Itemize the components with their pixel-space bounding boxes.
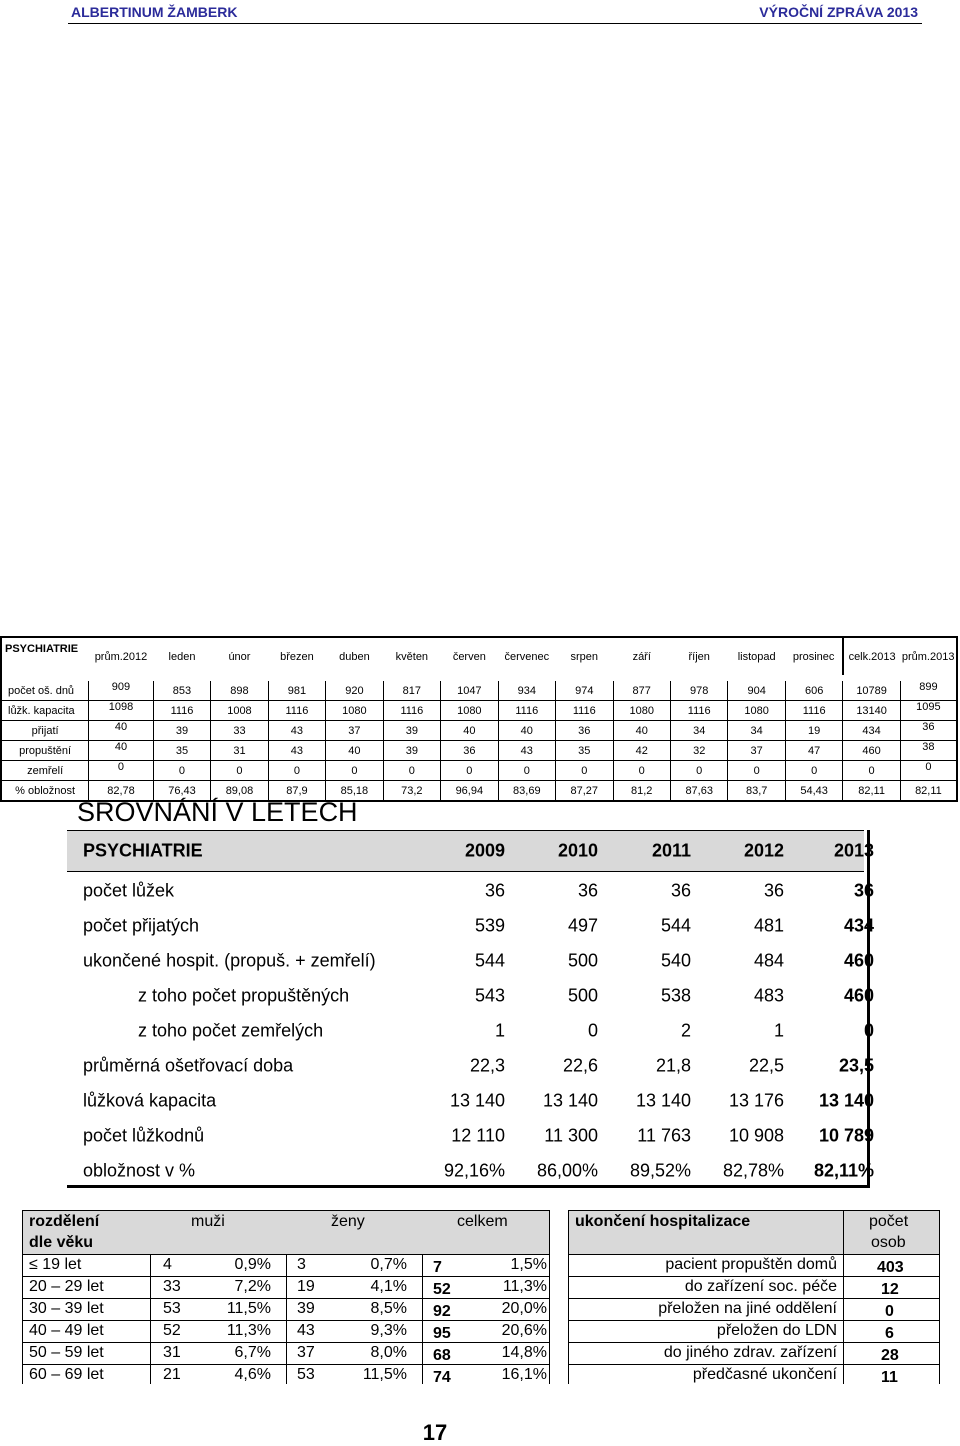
age-range: ≤ 19 let <box>29 1256 82 1273</box>
comparison-value: 22,5 <box>748 1055 784 1075</box>
column-divider <box>150 1254 151 1384</box>
discharge-header-count-2: osob <box>871 1234 906 1251</box>
year-header: 2009 <box>464 840 505 861</box>
comparison-value: 483 <box>753 985 784 1005</box>
women-count: 3 <box>297 1256 306 1273</box>
comparison-value: 500 <box>567 985 598 1005</box>
comparison-value: 10 789 <box>818 1125 874 1145</box>
cell: 89,08 <box>211 781 268 802</box>
cell: 0 <box>785 761 842 781</box>
cell: 47 <box>785 741 842 761</box>
column-divider <box>843 1210 844 1384</box>
total-percent: 20,6% <box>501 1322 547 1339</box>
comparison-value: 0 <box>863 1020 874 1040</box>
cell: 36 <box>441 741 498 761</box>
cell: 0 <box>383 761 440 781</box>
discharge-count: 11 <box>881 1369 898 1386</box>
men-percent: 7,2% <box>234 1278 271 1295</box>
age-range: 50 – 59 let <box>29 1344 104 1361</box>
table-row <box>569 1255 939 1277</box>
comparison-value: 36 <box>853 880 874 900</box>
cell: 34 <box>670 721 727 741</box>
cell: 1116 <box>498 701 555 721</box>
cell: 0 <box>843 761 900 781</box>
row-label: lůžk. kapacita <box>1 701 89 721</box>
cell: 96,94 <box>441 781 498 802</box>
cell: 37 <box>728 741 785 761</box>
cell: 0 <box>900 761 957 781</box>
age-range: 60 – 69 let <box>29 1366 104 1383</box>
comparison-value: 543 <box>474 985 505 1005</box>
discharge-label: do zařízení soc. péče <box>684 1278 837 1295</box>
comparison-value: 538 <box>660 985 691 1005</box>
cell: 978 <box>670 681 727 701</box>
comparison-label: z toho počet zemřelých <box>138 1020 324 1040</box>
cell: 39 <box>153 721 210 741</box>
col-header: říjen <box>670 637 727 675</box>
comparison-row <box>67 978 874 1013</box>
men-count: 33 <box>163 1278 181 1295</box>
comparison-value: 544 <box>474 950 505 970</box>
cell: 904 <box>728 681 785 701</box>
comparison-row <box>67 1013 874 1048</box>
comparison-label: lůžková kapacita <box>83 1090 217 1110</box>
col-header: duben <box>326 637 383 675</box>
comparison-value: 460 <box>843 950 874 970</box>
cell: 460 <box>843 741 900 761</box>
cell: 43 <box>498 741 555 761</box>
comparison-row <box>67 943 874 978</box>
cell: 0 <box>441 761 498 781</box>
col-header: únor <box>211 637 268 675</box>
cell: 974 <box>556 681 613 701</box>
cell: 33 <box>211 721 268 741</box>
comparison-value: 82,11% <box>813 1160 874 1180</box>
cell: 39 <box>383 741 440 761</box>
comparison-value: 13 140 <box>818 1090 874 1110</box>
cell: 1116 <box>383 701 440 721</box>
women-count: 19 <box>297 1278 315 1295</box>
cell: 76,43 <box>153 781 210 802</box>
cell: 39 <box>383 721 440 741</box>
women-percent: 9,3% <box>370 1322 407 1339</box>
cell: 82,11 <box>900 781 957 802</box>
men-count: 21 <box>163 1366 181 1383</box>
women-count: 39 <box>297 1300 315 1317</box>
page-header <box>0 0 960 26</box>
comparison-header-label: PSYCHIATRIE <box>83 840 203 861</box>
comparison-value: 460 <box>843 985 874 1005</box>
cell: 34 <box>728 721 785 741</box>
monthly-header-row <box>1 637 957 675</box>
comparison-label: počet lůžek <box>83 880 175 900</box>
cell: 606 <box>785 681 842 701</box>
header-right: VÝROČNÍ ZPRÁVA 2013 <box>759 4 918 20</box>
col-header: leden <box>153 637 210 675</box>
comparison-value: 10 908 <box>728 1125 784 1145</box>
comparison-value: 36 <box>484 880 505 900</box>
cell: 32 <box>670 741 727 761</box>
cell: 0 <box>326 761 383 781</box>
cell: 1080 <box>613 701 670 721</box>
women-percent: 11,5% <box>362 1366 407 1383</box>
year-header: 2013 <box>833 840 874 861</box>
comparison-value: 89,52% <box>629 1160 691 1180</box>
cell: 981 <box>268 681 325 701</box>
men-count: 52 <box>163 1322 181 1339</box>
comparison-value: 13 140 <box>449 1090 505 1110</box>
comparison-value: 92,16% <box>443 1160 505 1180</box>
comparison-label: z toho počet propuštěných <box>138 985 350 1005</box>
col-header: červen <box>441 637 498 675</box>
discharge-count: 12 <box>881 1281 899 1298</box>
comparison-value: 434 <box>843 915 874 935</box>
comparison-value: 13 176 <box>728 1090 784 1110</box>
age-range: 40 – 49 let <box>29 1322 104 1339</box>
cell: 40 <box>326 741 383 761</box>
cell: 0 <box>268 761 325 781</box>
year-header: 2010 <box>557 840 598 861</box>
table-row <box>569 1277 939 1299</box>
cell: 1047 <box>441 681 498 701</box>
discharge-header-label: ukončení hospitalizace <box>575 1213 751 1230</box>
total-count: 7 <box>433 1259 442 1276</box>
age-header-women: ženy <box>331 1213 365 1230</box>
column-divider <box>422 1254 423 1384</box>
cell: 920 <box>326 681 383 701</box>
comparison-value: 82,78% <box>722 1160 784 1180</box>
women-percent: 8,0% <box>370 1344 407 1361</box>
cell: 40 <box>613 721 670 741</box>
cell: 934 <box>498 681 555 701</box>
cell: 82,11 <box>843 781 900 802</box>
comparison-value: 11 300 <box>544 1125 598 1145</box>
comparison-value: 481 <box>753 915 784 935</box>
comparison-row <box>67 908 874 943</box>
cell: 1116 <box>785 701 842 721</box>
comparison-row <box>67 1048 874 1083</box>
comparison-table <box>67 830 874 1188</box>
cell: 0 <box>211 761 268 781</box>
age-header-total: celkem <box>457 1213 508 1230</box>
comparison-value: 484 <box>753 950 784 970</box>
cell: 87,27 <box>556 781 613 802</box>
cell: 1008 <box>211 701 268 721</box>
cell: 19 <box>785 721 842 741</box>
cell: 31 <box>211 741 268 761</box>
women-count: 37 <box>297 1344 315 1361</box>
cell: 43 <box>268 741 325 761</box>
discharge-count: 403 <box>877 1259 904 1276</box>
comparison-value: 12 110 <box>451 1125 505 1145</box>
cell: 1080 <box>326 701 383 721</box>
discharge-count: 6 <box>885 1325 894 1342</box>
comparison-value: 22,3 <box>469 1055 505 1075</box>
discharge-label: přeložen do LDN <box>716 1322 837 1339</box>
table-row <box>1 741 957 761</box>
discharge-table-header <box>569 1210 939 1255</box>
women-percent: 4,1% <box>370 1278 407 1295</box>
comparison-value: 500 <box>567 950 598 970</box>
women-count: 43 <box>297 1322 315 1339</box>
col-header: listopad <box>728 637 785 675</box>
cell: 35 <box>153 741 210 761</box>
women-percent: 8,5% <box>370 1300 407 1317</box>
cell: 40 <box>498 721 555 741</box>
table-row <box>569 1321 939 1343</box>
cell: 877 <box>613 681 670 701</box>
cell: 42 <box>613 741 670 761</box>
cell: 13140 <box>843 701 900 721</box>
col-header: prosinec <box>785 637 842 675</box>
comparison-title: SROVNÁNÍ V LETECH <box>77 797 358 827</box>
table-row <box>1 761 957 781</box>
table-row <box>569 1343 939 1365</box>
men-percent: 6,7% <box>234 1344 271 1361</box>
cell: 0 <box>153 761 210 781</box>
table-row <box>569 1299 939 1321</box>
cell: 83,7 <box>728 781 785 802</box>
table-row <box>1 701 957 721</box>
cell: 43 <box>268 721 325 741</box>
cell: 899 <box>900 681 957 701</box>
age-header-men: muži <box>191 1213 225 1230</box>
comparison-value: 11 763 <box>637 1125 691 1145</box>
comparison-value: 36 <box>670 880 691 900</box>
table-row <box>1 721 957 741</box>
discharge-count: 28 <box>881 1347 899 1364</box>
total-count: 95 <box>433 1325 451 1342</box>
comparison-header <box>67 830 874 872</box>
col-header: prům.2012 <box>89 637 154 675</box>
comparison-value: 2 <box>680 1020 691 1040</box>
men-count: 53 <box>163 1300 181 1317</box>
table-row <box>1 681 957 701</box>
row-label: % obložnost <box>1 781 89 802</box>
column-divider <box>286 1254 287 1384</box>
row-label: propuštění <box>1 741 89 761</box>
total-percent: 20,0% <box>501 1300 547 1317</box>
row-label: počet oš. dnů <box>1 681 89 701</box>
cell: 40 <box>89 721 154 741</box>
header-left: ALBERTINUM ŽAMBERK <box>71 4 238 20</box>
comparison-value: 22,6 <box>562 1055 598 1075</box>
age-header-label-2: dle věku <box>29 1234 94 1251</box>
cell: 81,2 <box>613 781 670 802</box>
cell: 1080 <box>728 701 785 721</box>
col-header: květen <box>383 637 440 675</box>
discharge-count: 0 <box>885 1303 894 1320</box>
cell: 54,43 <box>785 781 842 802</box>
comparison-value: 1 <box>494 1020 505 1040</box>
total-percent: 1,5% <box>510 1256 547 1273</box>
discharge-header-count-1: počet <box>869 1213 909 1230</box>
comparison-label: ukončené hospit. (propuš. + zemřelí) <box>83 950 376 970</box>
women-percent: 0,7% <box>370 1256 407 1273</box>
col-header: prům.2013 <box>900 637 957 675</box>
men-count: 31 <box>163 1344 181 1361</box>
cell: 853 <box>153 681 210 701</box>
total-percent: 11,3% <box>502 1278 547 1295</box>
cell: 82,78 <box>89 781 154 802</box>
comparison-value: 0 <box>587 1020 598 1040</box>
cell: 85,18 <box>326 781 383 802</box>
row-label: zemřelí <box>1 761 89 781</box>
comparison-label: průměrná ošetřovací doba <box>83 1055 294 1075</box>
cell: 0 <box>670 761 727 781</box>
comparison-value: 36 <box>763 880 784 900</box>
comparison-value: 36 <box>577 880 598 900</box>
comparison-label: obložnost v % <box>83 1160 196 1180</box>
comparison-row <box>67 873 874 908</box>
comparison-label: počet lůžkodnů <box>83 1125 205 1145</box>
discharge-label: předčasné ukončení <box>692 1366 837 1383</box>
cell: 0 <box>728 761 785 781</box>
cell: 87,9 <box>268 781 325 802</box>
cell: 1098 <box>89 701 154 721</box>
col-header: celk.2013 <box>843 637 900 675</box>
cell: 898 <box>211 681 268 701</box>
total-percent: 14,8% <box>501 1344 547 1361</box>
comparison-value: 540 <box>660 950 691 970</box>
age-range: 30 – 39 let <box>29 1300 104 1317</box>
total-count: 74 <box>433 1369 451 1386</box>
age-table <box>22 1210 550 1384</box>
men-percent: 0,9% <box>234 1256 271 1273</box>
discharge-table <box>568 1210 940 1384</box>
comparison-label: počet přijatých <box>83 915 200 935</box>
cell: 0 <box>556 761 613 781</box>
discharge-label: pacient propuštěn domů <box>665 1256 837 1273</box>
cell: 0 <box>498 761 555 781</box>
header-rule <box>68 23 922 24</box>
cell: 36 <box>556 721 613 741</box>
monthly-corner: PSYCHIATRIE <box>1 637 89 675</box>
cell: 1116 <box>153 701 210 721</box>
cell: 1095 <box>900 701 957 721</box>
men-count: 4 <box>163 1256 172 1273</box>
comparison-row <box>67 1153 874 1188</box>
year-header: 2012 <box>743 840 784 861</box>
cell: 40 <box>89 741 154 761</box>
cell: 87,63 <box>670 781 727 802</box>
cell: 1080 <box>441 701 498 721</box>
comparison-value: 13 140 <box>635 1090 691 1110</box>
cell: 37 <box>326 721 383 741</box>
year-header: 2011 <box>651 840 691 861</box>
col-header: červenec <box>498 637 555 675</box>
comparison-value: 21,8 <box>655 1055 691 1075</box>
comparison-value: 86,00% <box>536 1160 598 1180</box>
cell: 0 <box>613 761 670 781</box>
page-number: 17 <box>422 1420 448 1445</box>
col-header: srpen <box>556 637 613 675</box>
comparison-value: 544 <box>660 915 691 935</box>
total-count: 92 <box>433 1303 451 1320</box>
comparison-value: 497 <box>567 915 598 935</box>
row-label: přijatí <box>1 721 89 741</box>
age-range: 20 – 29 let <box>29 1278 104 1295</box>
cell: 35 <box>556 741 613 761</box>
cell: 10789 <box>843 681 900 701</box>
total-count: 52 <box>433 1281 451 1298</box>
cell: 1116 <box>670 701 727 721</box>
comparison-value: 23,5 <box>838 1055 874 1075</box>
discharge-label: přeložen na jiné oddělení <box>658 1300 837 1317</box>
cell: 73,2 <box>383 781 440 802</box>
comparison-value: 13 140 <box>542 1090 598 1110</box>
col-header: březen <box>268 637 325 675</box>
table-row <box>569 1365 939 1386</box>
total-percent: 16,1% <box>501 1366 547 1383</box>
comparison-row <box>67 1118 874 1153</box>
cell: 36 <box>900 721 957 741</box>
cell: 909 <box>89 681 154 701</box>
cell: 40 <box>441 721 498 741</box>
men-percent: 11,3% <box>226 1322 271 1339</box>
cell: 0 <box>89 761 154 781</box>
monthly-table <box>0 636 958 802</box>
men-percent: 4,6% <box>234 1366 271 1383</box>
cell: 38 <box>900 741 957 761</box>
age-header-label-1: rozdělení <box>29 1213 100 1230</box>
col-header: září <box>613 637 670 675</box>
age-table-header <box>23 1210 549 1255</box>
cell: 83,69 <box>498 781 555 802</box>
comparison-row <box>67 1083 874 1118</box>
women-count: 53 <box>297 1366 315 1383</box>
cell: 434 <box>843 721 900 741</box>
cell: 817 <box>383 681 440 701</box>
comparison-value: 539 <box>474 915 505 935</box>
cell: 1116 <box>556 701 613 721</box>
total-count: 68 <box>433 1347 451 1364</box>
discharge-label: do jiného zdrav. zařízení <box>663 1344 837 1361</box>
comparison-value: 1 <box>773 1020 784 1040</box>
men-percent: 11,5% <box>226 1300 271 1317</box>
cell: 1116 <box>268 701 325 721</box>
